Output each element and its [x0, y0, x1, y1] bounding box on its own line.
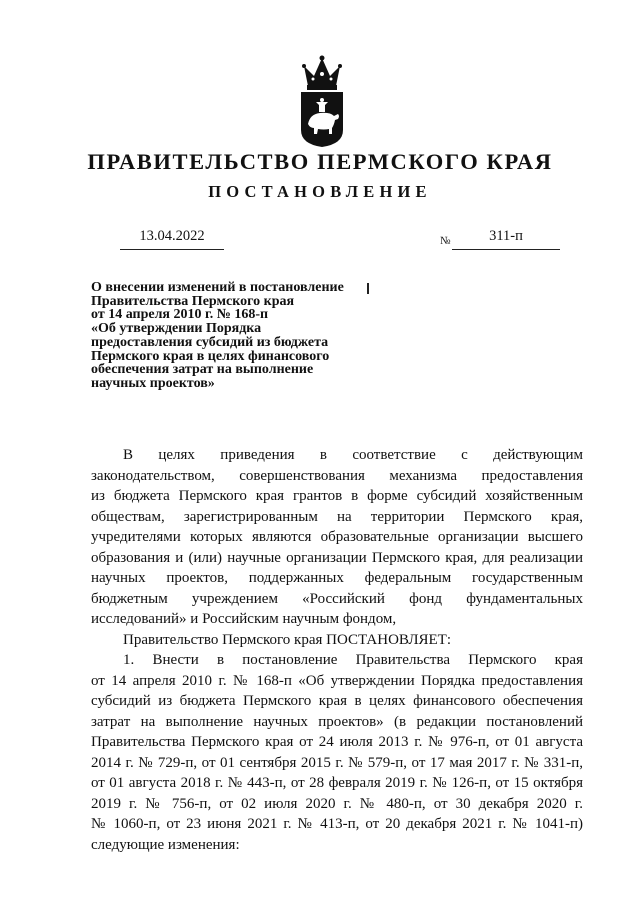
government-title: ПРАВИТЕЛЬСТВО ПЕРМСКОГО КРАЯ [87, 149, 553, 174]
subject-line: «Об утверждении Порядка [91, 321, 262, 337]
corner-mark [367, 283, 369, 294]
crown-icon [302, 56, 342, 91]
resolution-paragraph [91, 630, 583, 651]
body-line: 2014 г. № 729-п, от 01 сентября 2015 г. № 579-п, от 17 мая 2017 г. № 331-п, [91, 754, 583, 771]
body-line: научных проектов, поддержанных федеральным государственным [91, 570, 583, 586]
subject-line: Пермского края в целях финансового [91, 348, 330, 364]
subject-line: предоставления субсидий из бюджета [91, 334, 329, 350]
body-line: В целях приведения в соответствие с действующим [123, 447, 583, 463]
document-date: 13.04.2022 [120, 225, 224, 250]
number-label: № [440, 235, 451, 247]
body-line: исследований» и Российским научным фондом, [91, 611, 397, 627]
document-type: ПОСТАНОВЛЕНИЕ [208, 182, 432, 201]
body-line: субсидий из бюджета Пермского края в целях финансового обеспечения [91, 693, 583, 709]
body-line: образования и (или) научные организации Пермского края, для реализации [91, 549, 583, 566]
document-number: 311-п [452, 225, 560, 250]
body-line: обществам, зарегистрированным на территории Пермского края, [91, 508, 583, 525]
body-line: от 14 апреля 2010 г. № 168-п «Об утверждении Порядка предоставления [91, 672, 583, 689]
perm-krai-coat-of-arms-icon [298, 52, 346, 148]
document-body [91, 445, 583, 855]
preamble-paragraph [91, 445, 583, 630]
body-line: затрат на выполнение научных проектов» (в редакции постановлений [91, 713, 583, 730]
document-subject [91, 281, 381, 391]
body-line: из бюджета Пермского края грантов в форме субсидий хозяйственным [91, 488, 583, 504]
body-line: № 1060-п, от 23 июня 2021 г. № 413-п, от 20 декабря 2021 г. № 1041-п) [91, 816, 583, 832]
subject-line: научных проектов» [91, 375, 215, 391]
body-line: законодательством, совершенствования механизма предоставления [91, 467, 583, 484]
resolves-line: Правительство Пермского края ПОСТАНОВЛЯЕТ: [123, 631, 452, 648]
body-line: учредителями которых являются образовательные организации высшего [91, 529, 583, 545]
subject-line: обеспечения затрат на выполнение [91, 362, 314, 378]
item-1-paragraph [91, 650, 583, 855]
body-line: 2019 г. № 756-п, от 02 июля 2020 г. № 480-п, от 30 декабря 2020 г. [91, 795, 583, 812]
body-line: бюджетным учреждением «Российский фонд фундаментальных [91, 590, 583, 607]
subject-line: О внесении изменений в постановление [91, 281, 381, 295]
subject-line: Правительства Пермского края [91, 293, 295, 309]
body-line: Правительства Пермского края от 24 июля 2013 г. № 976-п, от 01 августа [91, 734, 583, 750]
body-line: от 01 августа 2018 г. № 443-п, от 28 февраля 2019 г. № 126-п, от 15 октября [91, 775, 583, 791]
body-line: следующие изменения: [91, 836, 240, 853]
body-line: 1. Внести в постановление Правительства Пермского края [123, 652, 583, 668]
subject-line: от 14 апреля 2010 г. № 168-п [91, 307, 269, 323]
